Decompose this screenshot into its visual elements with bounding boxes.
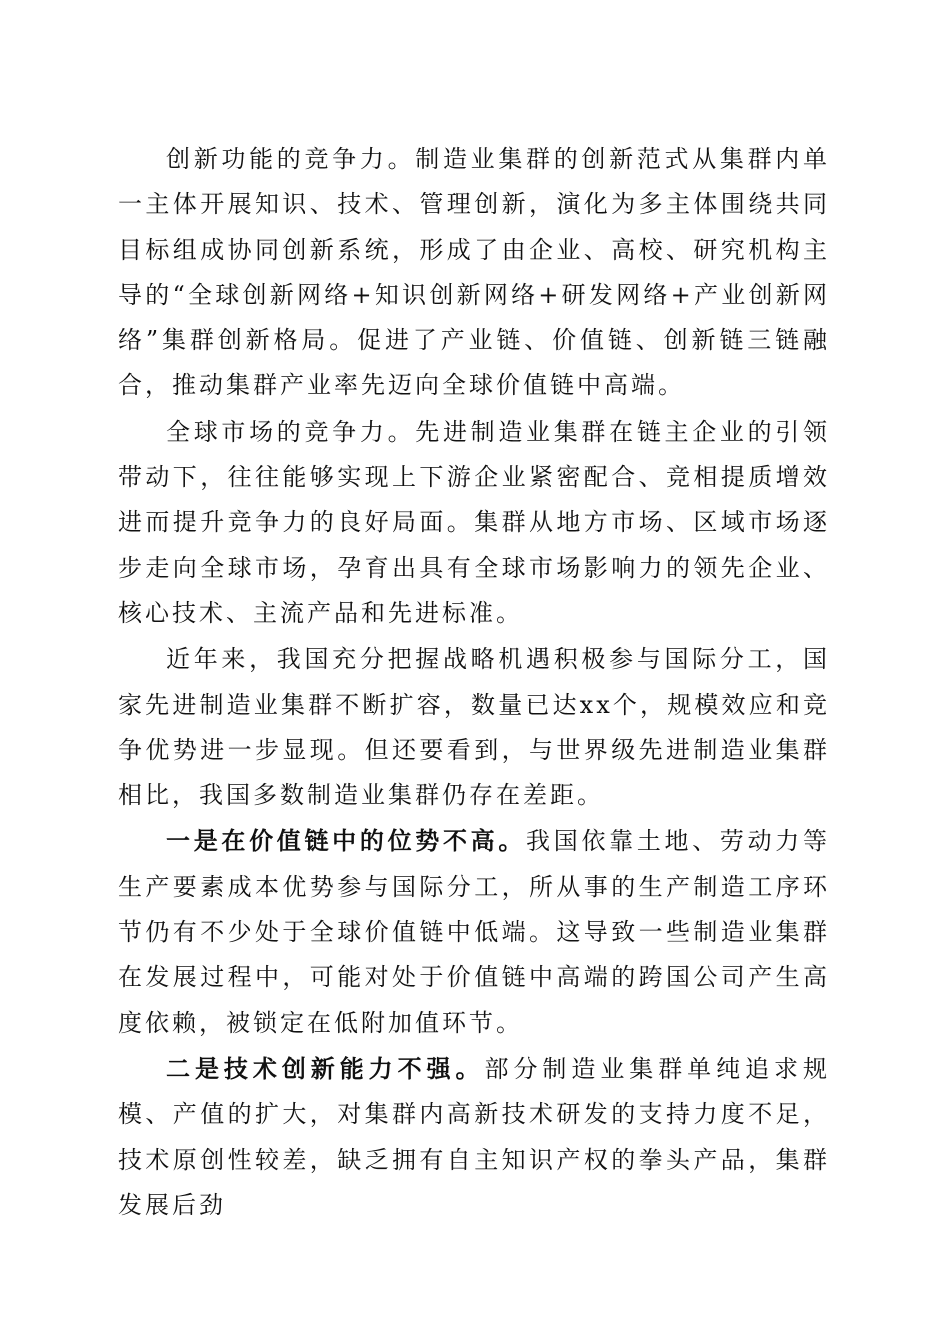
paragraph-lead: 二是技术创新能力不强。 bbox=[166, 1053, 485, 1083]
paragraph-innovation-competitiveness bbox=[118, 136, 830, 409]
paragraph-global-market-competitiveness bbox=[118, 409, 830, 636]
paragraph-text: 近年来，我国充分把握战略机遇积极参与国际分工，国家先进制造业集群不断扩容，数量已达xx个，规模效应和竞争优势进一步显现。但还要看到，与世界级先进制造业集群相比，我国多数制造业集群仍存在差距。 bbox=[118, 645, 830, 810]
paragraph-tech-innovation bbox=[118, 1046, 830, 1228]
paragraph-text: 部分制造业集群单纯追求规模、产值的扩大，对集群内高新技术研发的支持力度不足，技术原创性较差，缺乏拥有自主知识产权的拳头产品，集群发展后劲 bbox=[118, 1054, 830, 1219]
document-body bbox=[118, 136, 830, 1228]
paragraph-text: 我国依靠土地、劳动力等生产要素成本优势参与国际分工，所从事的生产制造工序环节仍有不少处于全球价值链中低端。这导致一些制造业集群在发展过程中，可能对处于价值链中高端的跨国公司产生高度依赖，被锁定在低附加值环节。 bbox=[118, 827, 831, 1037]
paragraph-text: 创新功能的竞争力。制造业集群的创新范式从集群内单一主体开展知识、技术、管理创新，演化为多主体围绕共同目标组成协同创新系统，形成了由企业、高校、研究机构主导的“全球创新网络+知识创新网络+研发网络+产业创新网络”集群创新格局。促进了产业链、价值链、创新链三链融合，推动集群产业率先迈向全球价值链中高端。 bbox=[118, 145, 830, 400]
paragraph-recent-years bbox=[118, 636, 830, 818]
paragraph-value-chain-position bbox=[118, 818, 830, 1045]
paragraph-lead: 一是在价值链中的位势不高。 bbox=[166, 826, 527, 856]
paragraph-text: 全球市场的竞争力。先进制造业集群在链主企业的引领带动下，往往能够实现上下游企业紧密配合、竞相提质增效进而提升竞争力的良好局面。集群从地方市场、区域市场逐步走向全球市场，孕育出具有全球市场影响力的领先企业、核心技术、主流产品和先进标准。 bbox=[118, 417, 830, 627]
